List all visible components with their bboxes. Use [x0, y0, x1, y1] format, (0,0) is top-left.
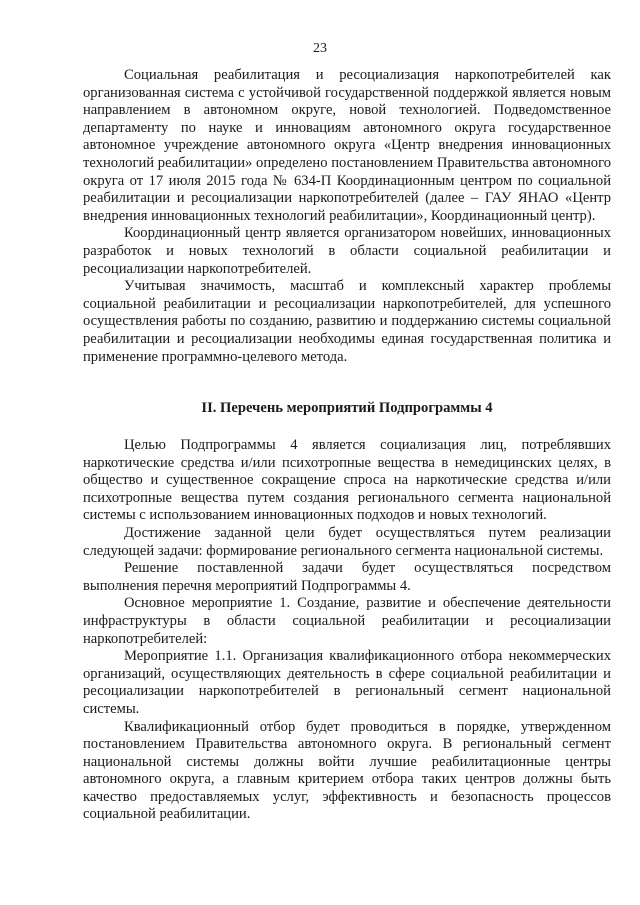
paragraph: Основное мероприятие 1. Создание, развитие и обеспечение деятельности инфраструктуры в области социальной реабилитации и ресоциализации наркопотребителей:	[83, 595, 611, 647]
paragraph: Квалификационный отбор будет проводиться в порядке, утвержденном постановлением Правительства автономного округа. В региональный сегмент национальной системы должны войти лучшие реабилитационные центры автономного округа, а главным критерием отбора таких центров должны быть качество предоставляемых услуг, эффективность и безопасность процессов социальной реабилитации.	[83, 718, 611, 823]
paragraph: Координационный центр является организатором новейших, инновационных разработок и новых технологий в области социальной реабилитации и ресоциализации наркопотребителей.	[83, 225, 611, 277]
paragraph: Учитывая значимость, масштаб и комплексный характер проблемы социальной реабилитации и ресоциализации наркопотребителей, для успешного осуществления работы по созданию, развитию и поддержанию системы социальной реабилитации и ресоциализации необходимы единая государственная политика и применение программно-целевого метода.	[83, 278, 611, 365]
paragraph: Целью Подпрограммы 4 является социализация лиц, потреблявших наркотические средства и/или психотропные вещества в немедицинских целях, в общество и существенное сокращение спроса на наркотические средства и/или психотропные вещества путем создания регионального сегмента национальной системы с использованием инновационных подходов и новых технологий.	[83, 437, 611, 524]
section-2-text	[83, 437, 611, 824]
section-1-text	[83, 67, 611, 366]
section-heading: II. Перечень мероприятий Подпрограммы 4	[201, 400, 493, 416]
page-number: 23	[313, 41, 327, 56]
paragraph: Мероприятие 1.1. Организация квалификационного отбора некоммерческих организаций, осуществляющих деятельность в сфере социальной реабилитации и ресоциализации наркопотребителей в региональный сегмент национальной системы.	[83, 648, 611, 717]
paragraph: Достижение заданной цели будет осуществляться путем реализации следующей задачи: формирование регионального сегмента национальной системы.	[83, 524, 611, 559]
paragraph: Социальная реабилитация и ресоциализация наркопотребителей как организованная система с устойчивой государственной поддержкой является новым направлением в автономном округе, новой технологией. Подведомственное департаменту по науке и инновациям автономного округа государственное автономное учреждение автономного округа «Центр внедрения инновационных технологий реабилитации» определено постановлением Правительства автономного округа от 17 июля 2015 года № 634-П Координационным центром по социальной реабилитации и ресоциализации наркопотребителей (далее – ГАУ ЯНАО «Центр внедрения инновационных технологий реабилитации», Координационный центр).	[83, 67, 611, 224]
paragraph: Решение поставленной задачи будет осуществляться посредством выполнения перечня мероприятий Подпрограммы 4.	[83, 560, 611, 594]
